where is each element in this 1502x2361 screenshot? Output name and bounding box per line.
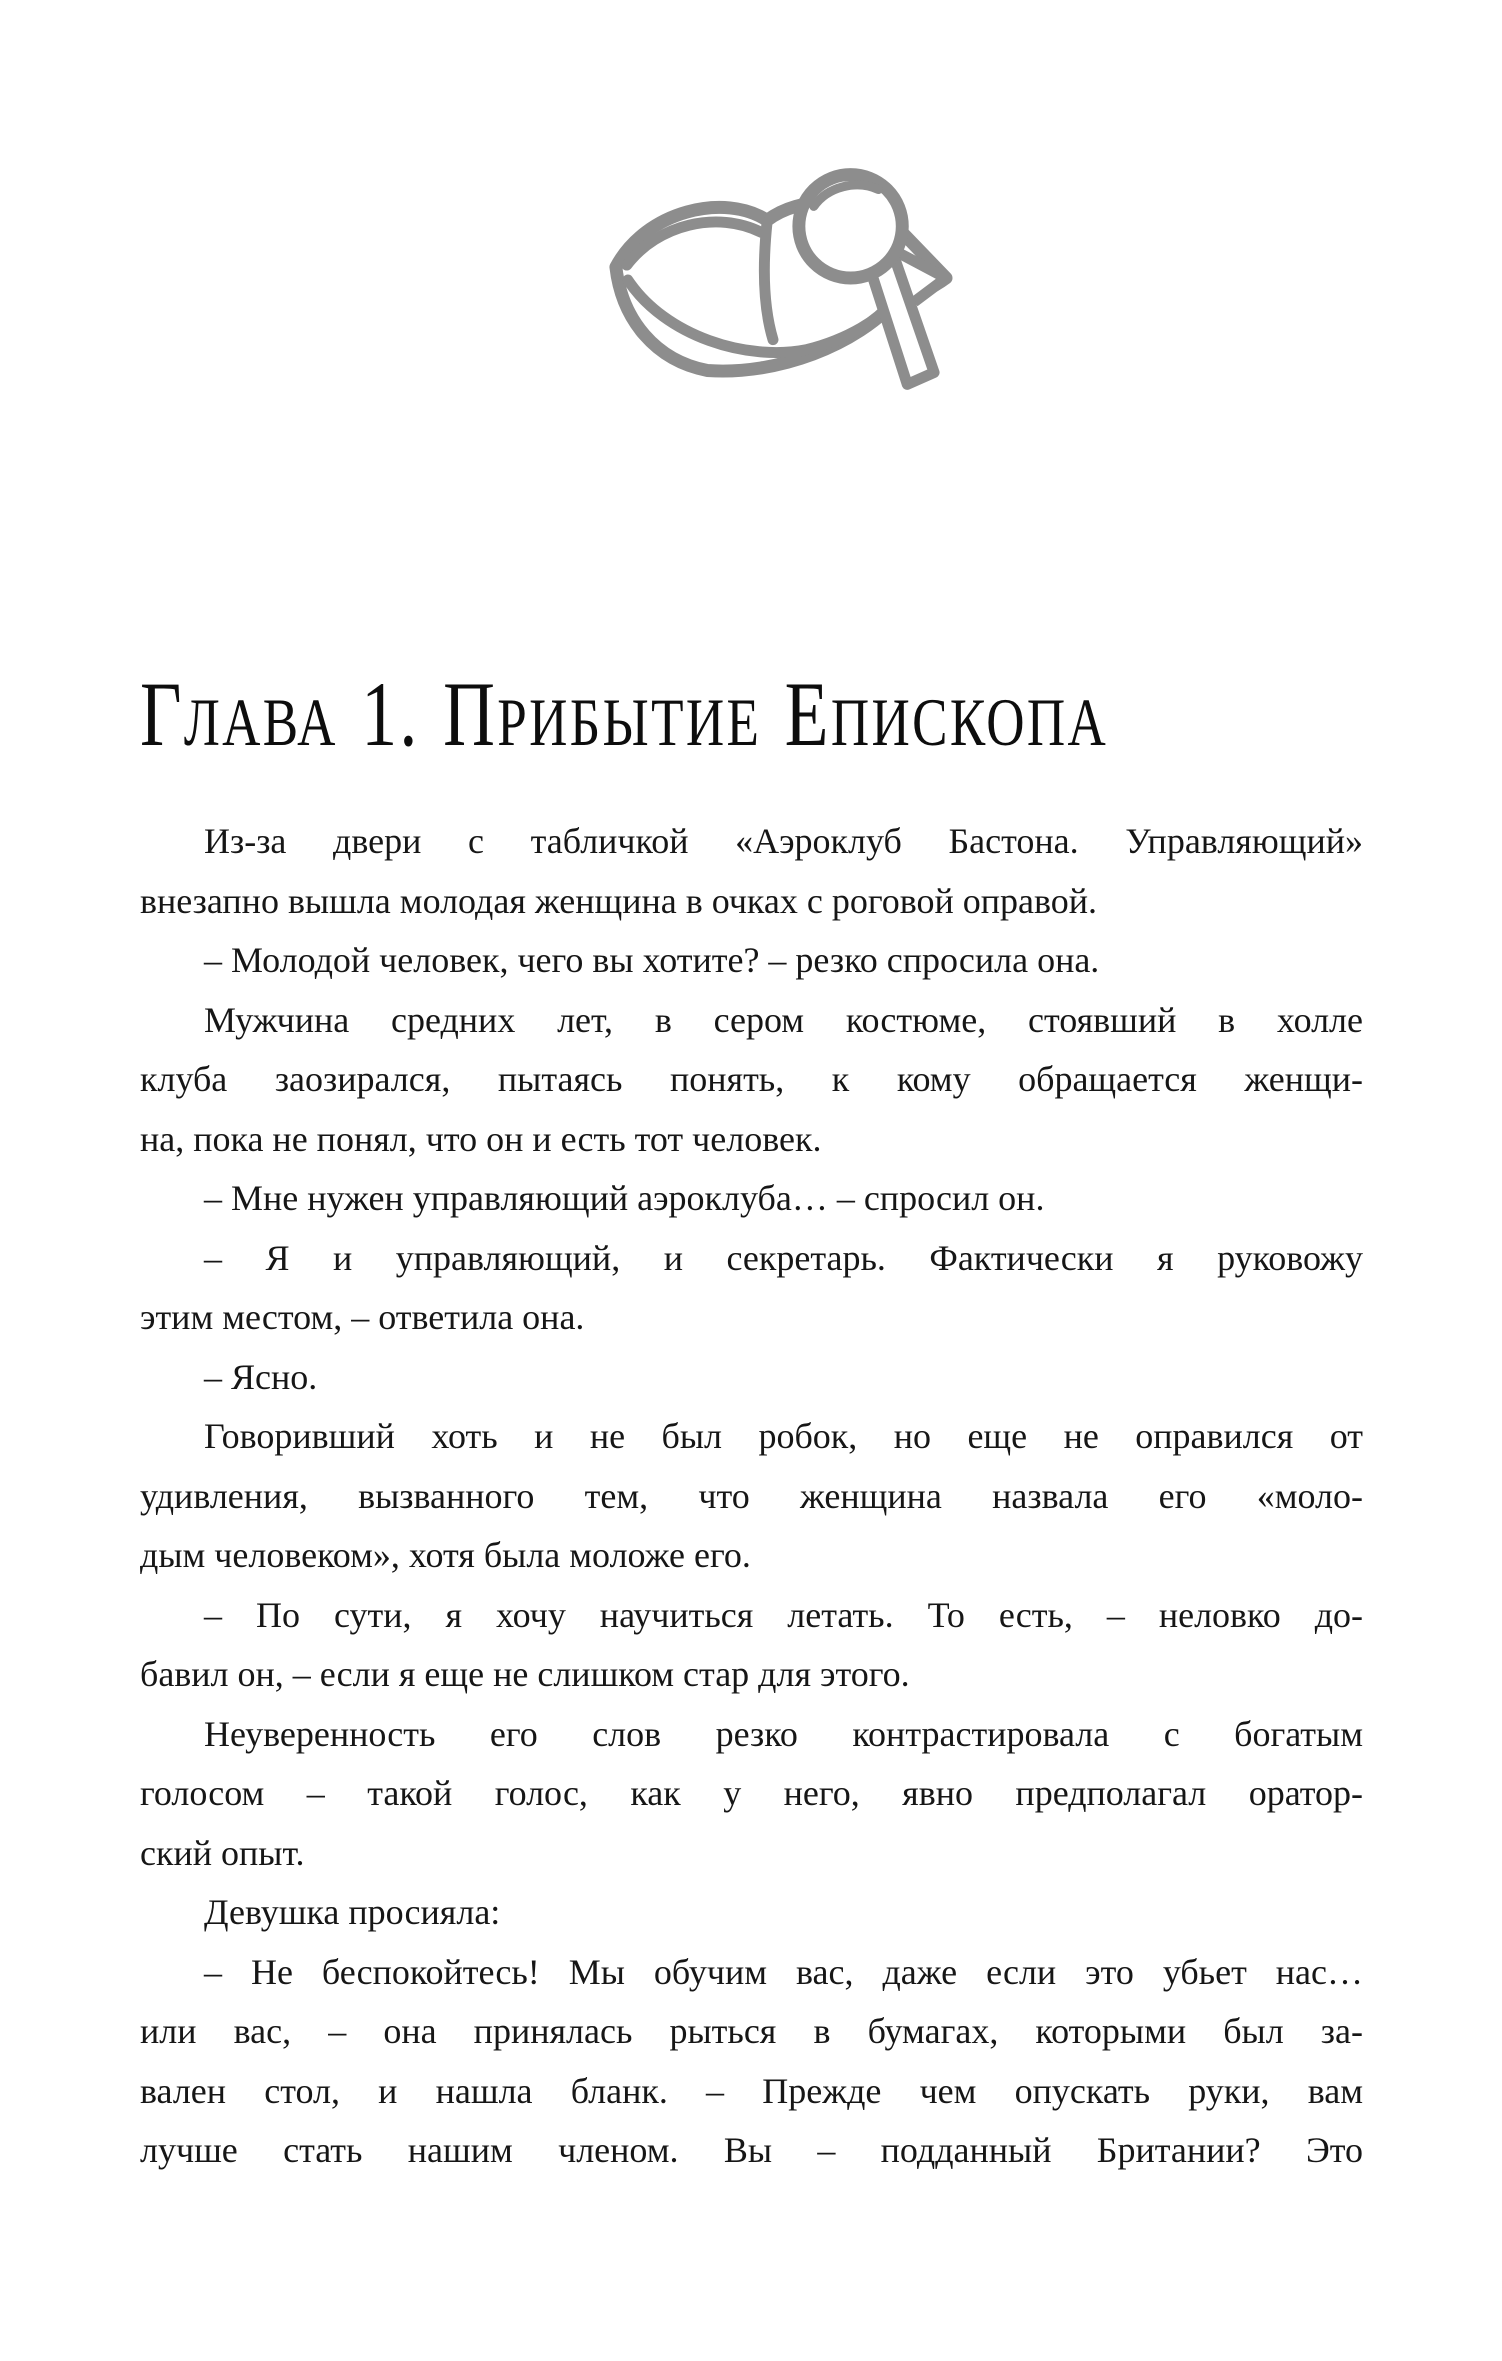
text-line: ский опыт. <box>140 1832 305 1873</box>
text-line: – Ясно. <box>204 1356 318 1397</box>
text-line: Из-за двери с табличкой «Аэроклуб Бастона. Управляющий» <box>204 821 1363 861</box>
text-line: – Я и управляющий, и секретарь. Фактически я руковожу <box>204 1237 1363 1278</box>
text-line: Говоривший хоть и не был робок, но еще не оправился от <box>204 1416 1363 1456</box>
text-line: – По сути, я хочу научиться летать. То есть, – неловко до- <box>204 1594 1363 1635</box>
heading-word: ГЛАВА <box>140 663 338 765</box>
text-line: вален стол, и нашла бланк. – Прежде чем опускать руки, вам <box>140 2070 1363 2111</box>
text-line: удивления, вызванного тем, что женщина назвала его «моло- <box>140 1475 1363 1516</box>
heading-word: ЕПИСКОПА <box>784 663 1109 765</box>
text-line: дым человеком», хотя была моложе его. <box>140 1535 751 1575</box>
text-line: или вас, – она принялась рыться в бумагах, которыми был за- <box>140 2011 1363 2051</box>
text-line: – Молодой человек, чего вы хотите? – резко спросила она. <box>204 940 1100 980</box>
body-text <box>140 812 1363 2181</box>
open-book-with-magnifier-icon <box>596 162 954 398</box>
text-line: на, пока не понял, что он и есть тот человек. <box>140 1118 822 1159</box>
text-line: – Мне нужен управляющий аэроклуба… – спросил он. <box>204 1178 1045 1218</box>
heading-chapter-number: 1. <box>361 663 420 765</box>
text-line: внезапно вышла молодая женщина в очках с роговой оправой. <box>140 880 1097 921</box>
heading-word: ПРИБЫТИЕ <box>443 663 762 765</box>
text-line: Девушка просияла: <box>204 1892 501 1932</box>
chapter-heading <box>140 663 1109 787</box>
text-line: бавил он, – если я еще не слишком стар для этого. <box>140 1654 910 1694</box>
text-line: Неуверенность его слов резко контрастировала с богатым <box>204 1713 1363 1754</box>
text-line: – Не беспокойтесь! Мы обучим вас, даже если это убьет нас… <box>204 1951 1363 1992</box>
text-line: голосом – такой голос, как у него, явно предполагал оратор- <box>140 1773 1363 1813</box>
text-line: этим местом, – ответила она. <box>140 1297 585 1337</box>
text-line: лучше стать нашим членом. Вы – подданный Британии? Это <box>140 2130 1363 2170</box>
text-line: Мужчина средних лет, в сером костюме, стоявший в холле <box>204 999 1363 1040</box>
text-line: клуба заозирался, пытаясь понять, к кому обращается женщи- <box>140 1059 1363 1099</box>
